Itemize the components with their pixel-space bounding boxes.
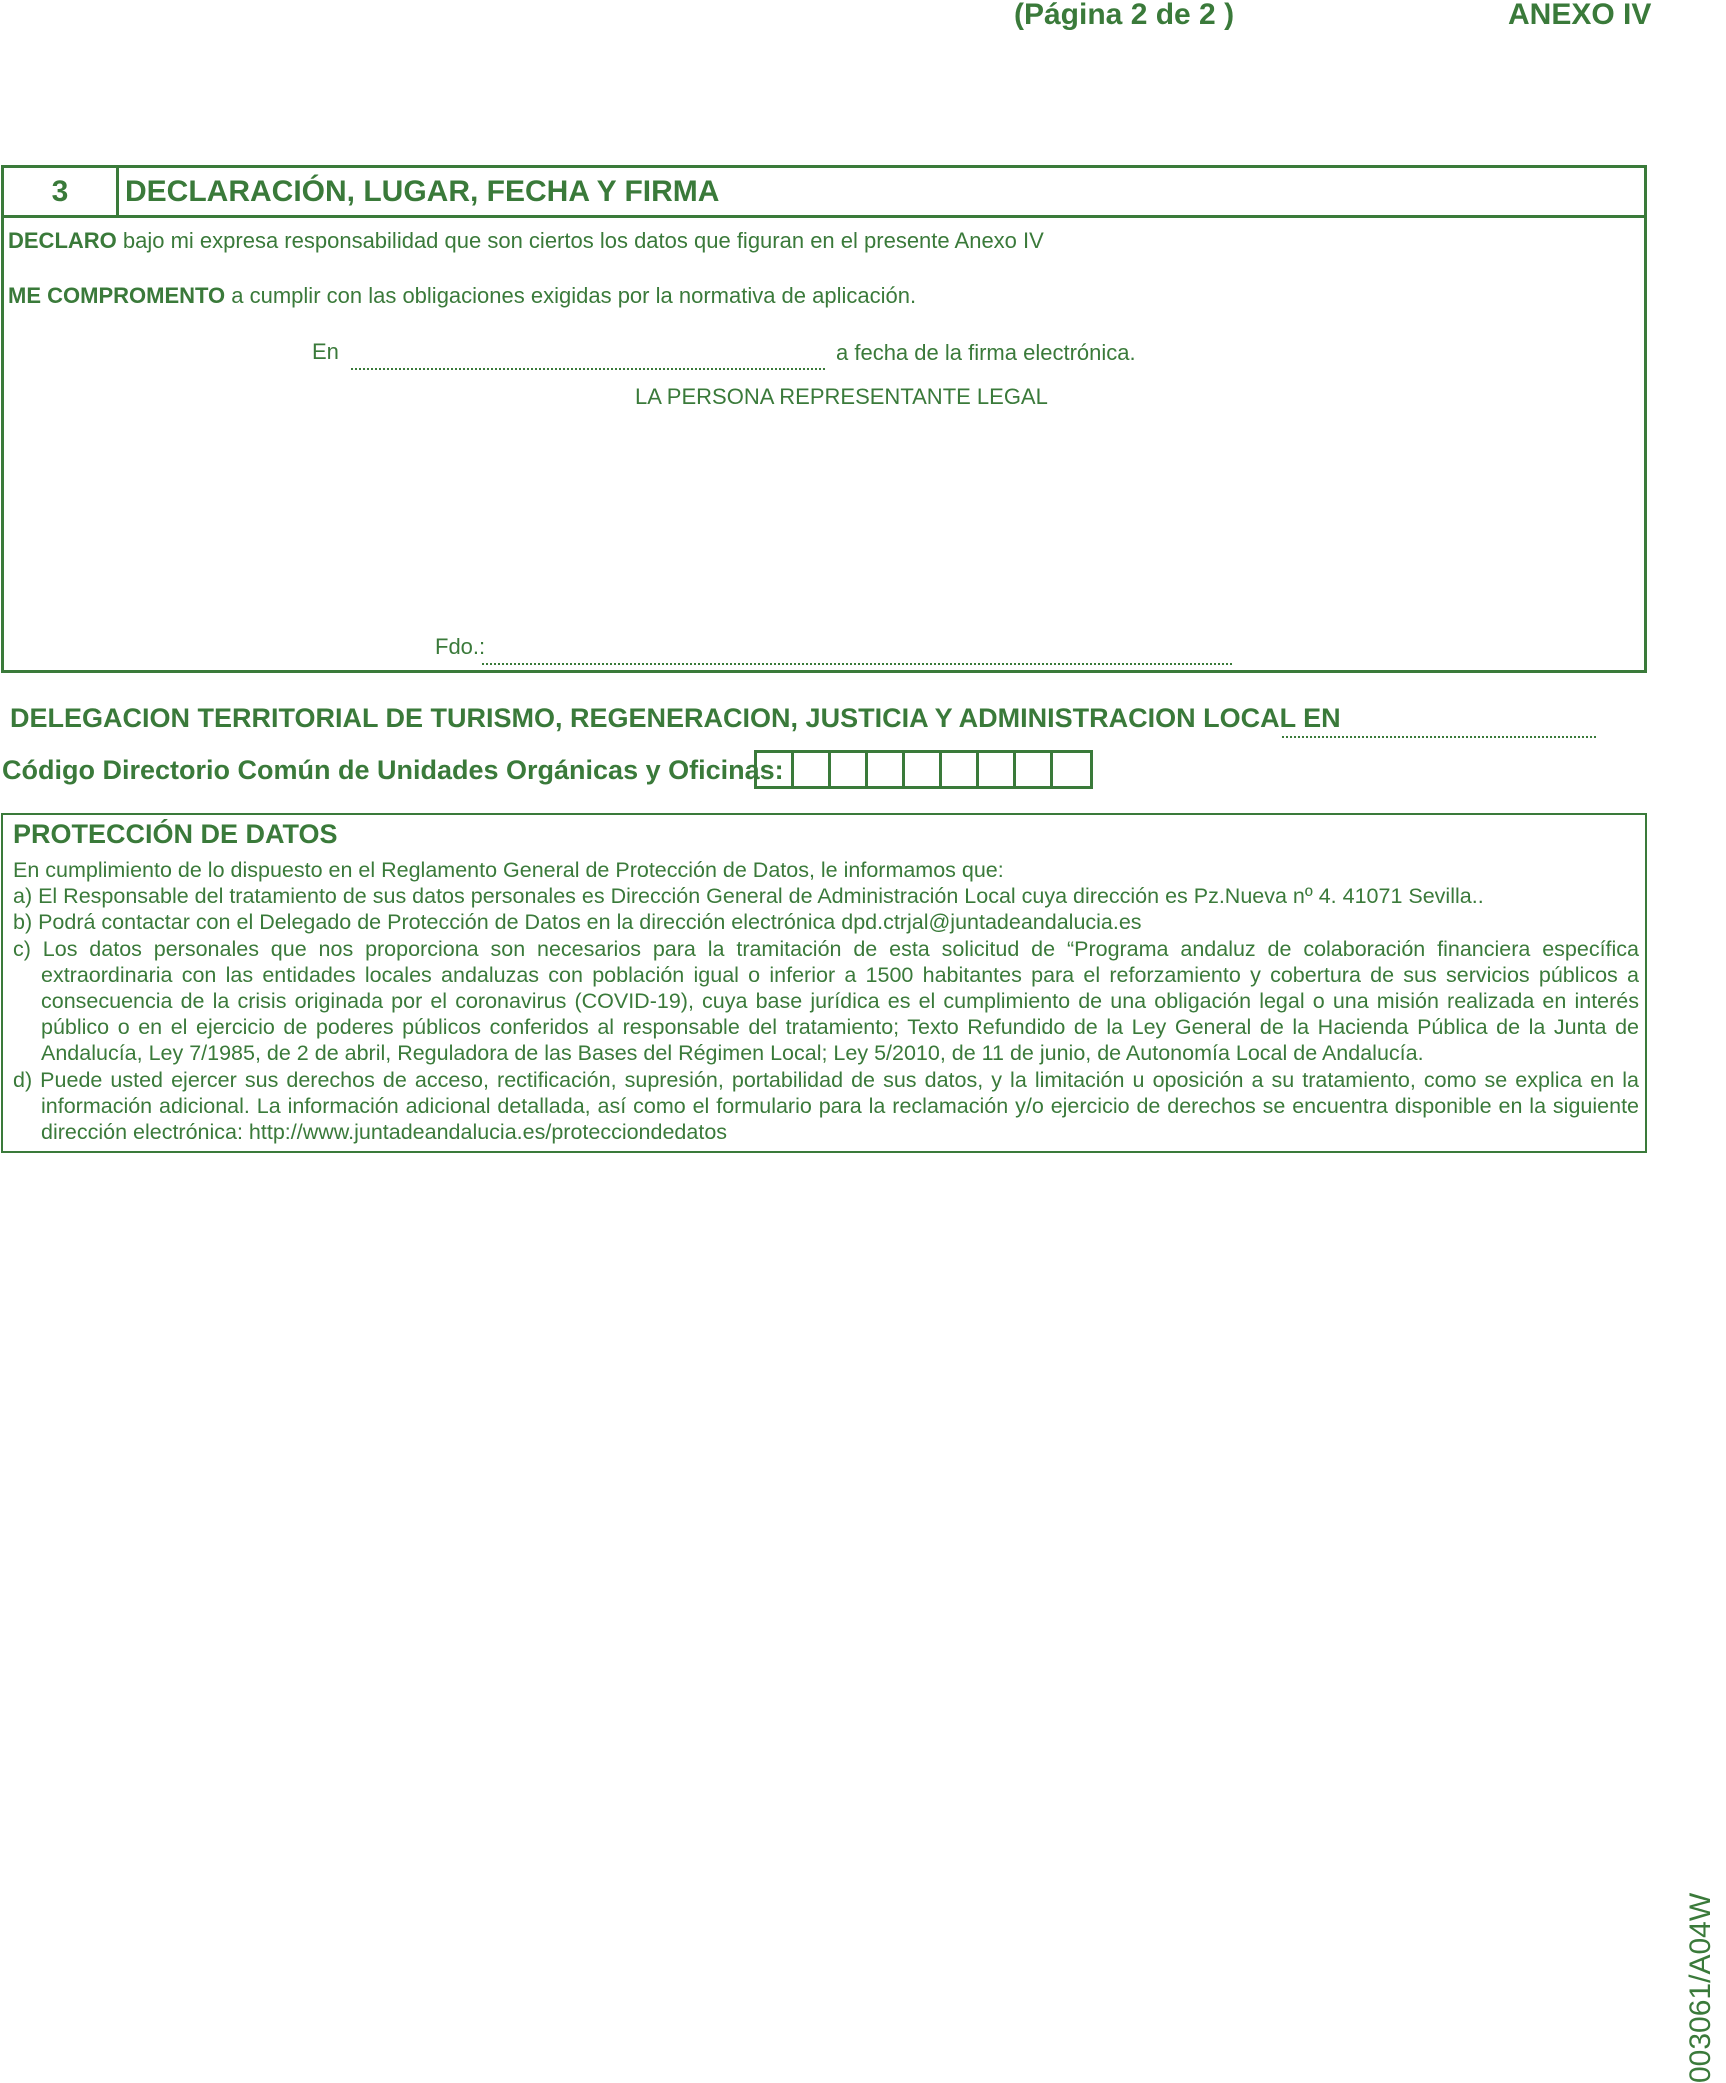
code-box[interactable] [794, 753, 831, 786]
en-label: En [312, 339, 339, 364]
place-field[interactable] [351, 368, 825, 370]
data-protection-item-c: c) Los datos personales que nos proporciona son necesarios para la tramitación de esta solicitud de “Programa andaluz de colaboración financiera específica extraordinaria con las entidades locales andaluzas con población igual o inferior a 1500 habitantes para el reforzamiento y cobertura de sus servicios públicos a consecuencia de la crisis originada por el coronavirus (COVID-19), cuya base jurídica es el cumplimiento de una obligación legal o una misión realizada en interés público o en el ejercicio de poderes públicos conferidos al responsable del tratamiento; Texto Refundido de la Ley General de la Hacienda Pública de la Junta de Andalucía, Ley 7/1985, de 2 de abril, Reguladora de las Bases del Régimen Local; Ley 5/2010, de 11 de junio, de Autonomía Local de Andalucía. [13, 936, 1639, 1066]
compromiso-keyword: ME COMPROMENTO [8, 283, 226, 308]
section-number: 3 [4, 168, 119, 215]
page-indicator: (Página 2 de 2 ) [1014, 0, 1235, 31]
codigo-boxes[interactable] [754, 750, 1093, 789]
annex-label: ANEXO IV [1508, 0, 1652, 31]
codigo-label: Código Directorio Común de Unidades Orgánicas y Oficinas: [2, 755, 784, 785]
code-box[interactable] [905, 753, 942, 786]
delegacion-label: DELEGACION TERRITORIAL DE TURISMO, REGENERACION, JUSTICIA Y ADMINISTRACION LOCAL EN [10, 703, 1341, 733]
code-box[interactable] [1053, 753, 1090, 786]
compromiso-statement [8, 283, 916, 309]
code-box[interactable] [1016, 753, 1053, 786]
data-protection-item-b: b) Podrá contactar con el Delegado de Protección de Datos en la dirección electrónica dpd.ctrjal@juntadeandalucia.es [13, 910, 1142, 935]
declaro-statement [8, 228, 1044, 254]
code-box[interactable] [757, 753, 794, 786]
data-protection-title: PROTECCIÓN DE DATOS [13, 819, 338, 849]
data-protection-intro: En cumplimiento de lo dispuesto en el Reglamento General de Protección de Datos, le informamos que: [13, 858, 1004, 882]
data-protection-item-d: d) Puede usted ejercer sus derechos de acceso, rectificación, supresión, portabilidad de sus datos, y la limitación u oposición a su tratamiento, como se explica en la información adicional. La información adicional detallada, así como el formulario para la reclamación y/o ejercicio de derechos se encuentra disponible en la siguiente dirección electrónica: http://www.juntadeandalucia.es/protecciondedatos [13, 1067, 1639, 1145]
fdo-label: Fdo.: [435, 634, 486, 659]
declaro-keyword: DECLARO [8, 228, 117, 253]
code-box[interactable] [979, 753, 1016, 786]
data-protection-box [1, 813, 1647, 1153]
code-box[interactable] [942, 753, 979, 786]
data-protection-body [13, 857, 1639, 1145]
declaro-text: bajo mi expresa responsabilidad que son ciertos los datos que figuran en el presente Anexo IV [116, 228, 1044, 253]
form-code: 003061/A04W [1684, 1892, 1717, 2083]
declaration-section [1, 165, 1647, 673]
section-title: DECLARACIÓN, LUGAR, FECHA Y FIRMA [125, 175, 720, 208]
code-box[interactable] [868, 753, 905, 786]
fecha-text: a fecha de la firma electrónica. [836, 340, 1136, 365]
signature-field[interactable] [482, 663, 1232, 665]
section-header [4, 168, 1644, 218]
signer-label: LA PERSONA REPRESENTANTE LEGAL [635, 384, 1048, 409]
compromiso-text: a cumplir con las obligaciones exigidas por la normativa de aplicación. [225, 283, 917, 308]
delegacion-field[interactable] [1282, 736, 1596, 738]
code-box[interactable] [831, 753, 868, 786]
data-protection-item-a: a) El Responsable del tratamiento de sus datos personales es Dirección General de Administración Local cuya dirección es Pz.Nueva nº 4. 41071 Sevilla.. [13, 884, 1484, 909]
